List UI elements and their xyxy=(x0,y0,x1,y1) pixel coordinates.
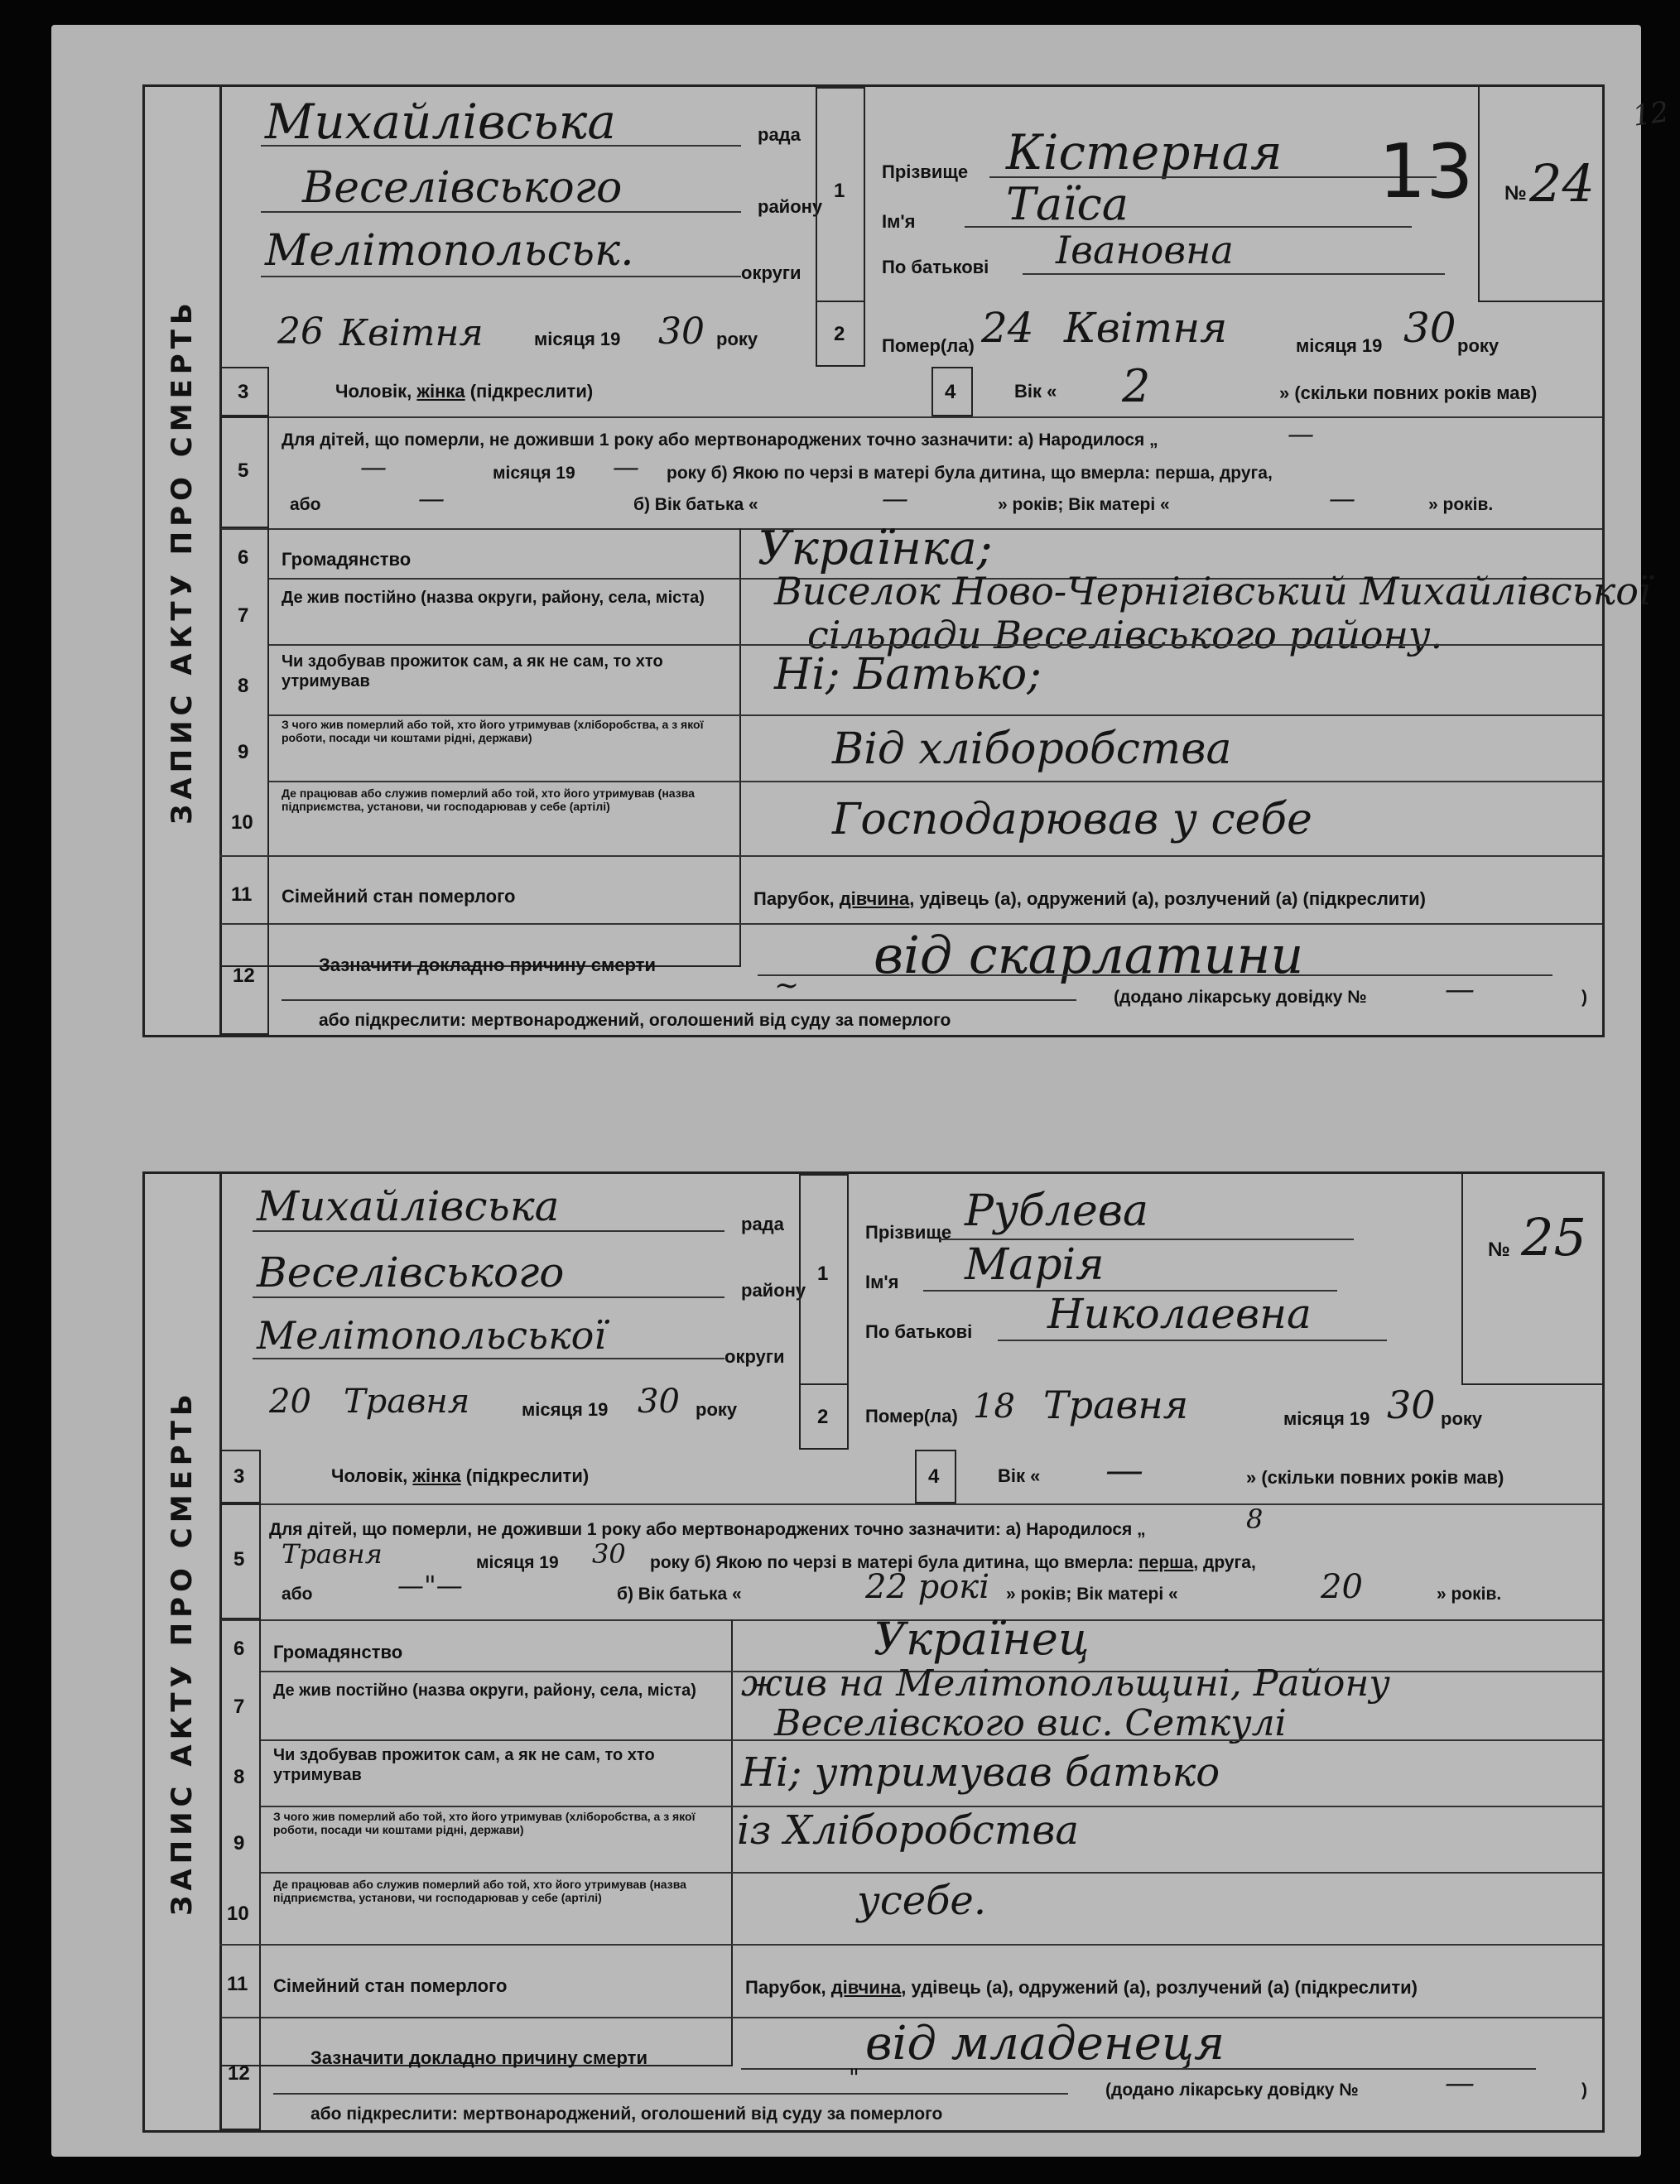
employment-value: Господарював у себе xyxy=(832,795,1312,844)
livelihood-value: Ні; Батько; xyxy=(774,650,1042,700)
child-month: Травня xyxy=(282,1538,383,1570)
row-3-number-cell: 3 xyxy=(219,367,269,416)
surname-value: Рублева xyxy=(965,1186,1149,1236)
death-month-label: місяця 19 xyxy=(1296,335,1383,356)
vertical-title: ЗАПИС АКТУ ПРО СМЕРТЬ xyxy=(145,87,222,1035)
child-order: — xyxy=(418,483,445,514)
citizenship-value: Українка; xyxy=(758,522,993,575)
mother-age: — xyxy=(1329,483,1355,514)
name-label: Ім'я xyxy=(882,211,916,232)
child-born: — xyxy=(1288,418,1314,450)
cert-number: — xyxy=(1445,973,1475,1007)
reg-month-label: місяця 19 xyxy=(522,1399,609,1420)
death-year: 30 xyxy=(1403,304,1456,352)
cause-value: від скарлатини xyxy=(874,925,1304,985)
age-value: 2 xyxy=(1122,360,1151,412)
okruha-label: округи xyxy=(741,262,801,283)
rayon-value: Веселівського xyxy=(257,1248,565,1296)
row5-line2-a: місяця 19 xyxy=(493,464,575,483)
row-5-number-cell: 5 xyxy=(219,1503,261,1619)
name-value: Таїса xyxy=(1006,178,1129,230)
cert-number: — xyxy=(1445,2066,1475,2100)
row5-line3-a: або xyxy=(282,1585,313,1604)
death-record-2: ЗАПИС АКТУ ПРО СМЕРТЬ Михайлівська рада Веселівського району Мелітопольської округи 20 Травня місяця 19 30 року 1 2 Прізвище Рублева Ім'я Марія По батькові Николаевна № 25 Помер(ла) 18 Травня місяця 19 30 року 3 Чоловік, жінка (підкреслити) 4 Вік « — » (скільки повних років мав) 5 Для дітей, що померли, не доживши 1 року або мертвонароджених точно зазначити: а) Народилося „ 8 Травня місяця 19 30 року б) Якою по черзі в матері була дитина, що вмерла: перша, друга, або —"— б) Вік батька « 22 рокі » років; Вік матері « 20 » років. 6 Громадянство Українец 7 Де жив постійно (назва округи, району, села, міста) жив на Мелітопольщині, Району Веселівского вис. Сеткулі 8 Чи здобував прожиток сам, а як не сам, то хто утримував Ні; утримував батько 9 З чого жив померлий або той, хто його утримував (хліборобства, а з якої роботи, посади чи коштами рідні, держави) із Хліборобства 10 Де працював або служив померлий або той, хто його утримував (назва підприємства, установи, чи господарював у себе (артілі) усебе. 11 Сімейний стан померлого Парубок, дівчина, удівець (а), одружений (а), розлучений (а) (підкреслити) 12 Зазначити докладно причину смерти від младенеця " (додано лікарську довідку № — ) або підкреслити: мертвонароджений, оголошений від суду за померлого xyxy=(142,1171,1605,2133)
child-year: 30 xyxy=(592,1538,626,1570)
cause-cert-label: (додано лікарську довідку № xyxy=(1114,988,1367,1007)
child-order: —"— xyxy=(397,1570,463,1601)
cause-footer: або підкреслити: мертвонароджений, оголошений від суду за померлого xyxy=(310,2105,943,2124)
residence-value-2: Веселівского вис. Сеткулі xyxy=(774,1702,1287,1744)
residence-label: Де жив постійно (назва округи, району, села, міста) xyxy=(273,1681,696,1700)
rada-value: Михайлівська xyxy=(265,94,616,150)
row-3-number-cell: 3 xyxy=(219,1450,261,1503)
death-year-label: року xyxy=(1457,335,1499,356)
row5-line3-d: » років. xyxy=(1428,495,1494,514)
death-month: Квітня xyxy=(1064,304,1228,352)
okruha-label: округи xyxy=(724,1346,785,1367)
row5-line3-b: б) Вік батька « xyxy=(617,1585,742,1604)
died-label: Помер(ла) xyxy=(865,1406,958,1426)
row-1-number-cell: 1 xyxy=(816,87,865,302)
age-suffix: » (скільки повних років мав) xyxy=(1279,382,1538,403)
rada-label: рада xyxy=(741,1214,784,1234)
livelihood-label: Чи здобував прожиток сам, а як не сам, то хто утримував xyxy=(273,1746,655,1784)
citizenship-label: Громадянство xyxy=(273,1642,403,1662)
reg-year: 30 xyxy=(658,310,705,353)
row5-line1: Для дітей, що померли, не доживши 1 року або мертвонароджених точно зазначити: а) Народилося „ xyxy=(282,431,1158,450)
cause-cert-label: (додано лікарську довідку № xyxy=(1105,2081,1359,2100)
residence-label: Де жив постійно (назва округи, району, села, міста) xyxy=(282,589,705,607)
reg-day: 20 xyxy=(269,1383,311,1421)
document-sheet xyxy=(51,25,1671,2157)
employment-label: Де працював або служив померлий або той, хто його утримував (назва підприємства, установи, чи господарював у себе (артілі) xyxy=(273,1878,686,1904)
child-born: 8 xyxy=(1246,1503,1264,1535)
name-value: Марія xyxy=(965,1240,1105,1290)
death-year: 30 xyxy=(1387,1383,1436,1427)
reg-year-label: року xyxy=(716,329,758,349)
age-prefix: Вік « xyxy=(1014,381,1057,402)
employment-value: усебе. xyxy=(857,1878,987,1924)
okruha-value: Мелітопольської xyxy=(257,1313,606,1358)
cause-dash: ~ xyxy=(774,969,800,1003)
row5-line3-d: » років. xyxy=(1437,1585,1502,1604)
sex-label: Чоловік, жінка (підкреслити) xyxy=(331,1465,590,1486)
patronymic-value: Николаевна xyxy=(1047,1290,1312,1338)
source-value: Від хліборобства xyxy=(832,724,1232,774)
died-label: Помер(ла) xyxy=(882,335,975,356)
row5-line3-a: або xyxy=(290,495,321,514)
death-month: Травня xyxy=(1043,1383,1189,1427)
employment-label: Де працював або служив померлий або той, хто його утримував (назва підприємства, установи, чи господарював у себе (артілі) xyxy=(282,787,695,813)
surname-label: Прізвище xyxy=(882,161,969,182)
row5-line3-b: б) Вік батька « xyxy=(633,495,758,514)
row-2-number-cell: 2 xyxy=(816,301,865,367)
patronymic-label: По батькові xyxy=(882,257,989,277)
rayon-value: Веселівського xyxy=(302,163,623,213)
father-age: 22 рокі xyxy=(865,1568,989,1606)
marital-options: Парубок, дівчина, удівець (а), одружений (а), розлучений (а) (підкреслити) xyxy=(745,1977,1418,1998)
reg-day: 26 xyxy=(277,310,324,353)
death-record-1: ЗАПИС АКТУ ПРО СМЕРТЬ Михайлівська рада Веселівського району Мелітопольськ. округи 26 Квітня місяця 19 30 року 1 2 Прізвище Кістерная Ім'я Таїса По батькові Івановна 13 № 24 Помер(ла) 24 Квітня місяця 19 30 року 3 Чоловік, жінка (підкреслити) 4 Вік « 2 » (скільки повних років мав) 5 Для дітей, що померли, не доживши 1 року або мертвонароджених точно зазначити: а) Народилося „ — — місяця 19 — року б) Якою по черзі в матері була дитина, що вмерла: перша, друга, або — б) Вік батька « — » років; Вік матері « — » років. 6 Громадянство Українка; 7 Де жив постійно (назва округи, району, села, міста) Виселок Ново-Чернігівський Михайлівської сільради Веселівського району. 8 Чи здобував прожиток сам, а як не сам, то хто утримував Ні; Батько; 9 З чого жив померлий або той, хто його утримував (хліборобства, а з якої роботи, посади чи коштами рідні, держави) Від хліборобства 10 Де працював або служив померлий або той, хто його утримував (назва підприємства, установи, чи господарював у себе (артілі) Господарював у себе 11 Сімейний стан померлого Парубок, дівчина, удівець (а), одружений (а), розлучений (а) (підкреслити) 12 Зазначити докладно причину смерти від скарлатини ~ (додано лікарську довідку № — ) або підкреслити: мертвонароджений, оголошений від суду за померлого xyxy=(142,84,1605,1037)
father-age: — xyxy=(882,483,908,514)
source-value: із Хліборобства xyxy=(737,1807,1079,1854)
livelihood-value: Ні; утримував батько xyxy=(741,1749,1220,1796)
row5-line2-a: місяця 19 xyxy=(476,1553,559,1572)
reg-month-label: місяця 19 xyxy=(534,329,621,349)
reg-month: Травня xyxy=(344,1383,470,1421)
age-value: — xyxy=(1105,1447,1143,1492)
child-month: — xyxy=(360,451,387,483)
page-number: 12 xyxy=(1630,95,1671,133)
okruha-value: Мелітопольськ. xyxy=(265,226,634,276)
row-4-number-cell: 4 xyxy=(915,1450,956,1503)
name-label: Ім'я xyxy=(865,1272,899,1292)
row-4-number-cell: 4 xyxy=(931,367,973,416)
livelihood-label: Чи здобував прожиток сам, а як не сам, то хто утримував xyxy=(282,652,663,690)
record-number-cell: № 24 xyxy=(1478,87,1602,302)
mother-age: 20 xyxy=(1321,1568,1363,1606)
rada-label: рада xyxy=(758,124,801,145)
cause-value: від младенеця xyxy=(865,2017,1225,2071)
row-1-number-cell: 1 xyxy=(799,1174,849,1385)
vertical-title: ЗАПИС АКТУ ПРО СМЕРТЬ xyxy=(145,1174,222,2130)
age-prefix: Вік « xyxy=(998,1465,1041,1486)
rayon-label: району xyxy=(758,196,823,217)
record-number: 24 xyxy=(1529,153,1595,214)
source-label: З чого жив померлий або той, хто його утримував (хліборобства, а з якої роботи, посади чи коштами рідні, держави) xyxy=(273,1810,696,1836)
marital-label: Сімейний стан померлого xyxy=(282,886,516,907)
reg-year: 30 xyxy=(638,1383,680,1421)
patronymic-value: Івановна xyxy=(1056,228,1234,272)
death-day: 24 xyxy=(981,304,1034,352)
rada-value: Михайлівська xyxy=(257,1182,560,1230)
residence-value-1: жив на Мелітопольщині, Району xyxy=(741,1662,1390,1705)
cause-footer: або підкреслити: мертвонароджений, оголошений від суду за померлого xyxy=(319,1011,951,1030)
surname-value: Кістерная xyxy=(1006,124,1283,180)
row5-line2-b: року б) Якою по черзі в матері була дитина, що вмерла: перша, друга, xyxy=(650,1553,1256,1572)
death-day: 18 xyxy=(973,1388,1015,1426)
marital-options: Парубок, дівчина, удівець (а), одружений (а), розлучений (а) (підкреслити) xyxy=(753,888,1426,909)
row5-line3-c: » років; Вік матері « xyxy=(998,495,1170,514)
row5-line2-b: року б) Якою по черзі в матері була дитина, що вмерла: перша, друга, xyxy=(667,464,1273,483)
record-number-cell: № 25 xyxy=(1461,1174,1602,1385)
age-suffix: » (скільки повних років мав) xyxy=(1246,1467,1504,1488)
reg-month: Квітня xyxy=(339,312,484,354)
citizenship-label: Громадянство xyxy=(282,549,412,570)
marital-label: Сімейний стан померлого xyxy=(273,1975,508,1996)
row-2-number-cell: 2 xyxy=(799,1383,849,1450)
residence-value-1: Виселок Ново-Чернігівський Михайлівської xyxy=(774,569,1651,613)
death-year-label: року xyxy=(1441,1408,1483,1429)
residence-value-2: сільради Веселівського району. xyxy=(807,613,1443,657)
source-label: З чого жив померлий або той, хто його утримував (хліборобства, а з якої роботи, посади чи коштами рідні, держави) xyxy=(282,718,704,744)
cause-dash: " xyxy=(849,2064,859,2091)
surname-label: Прізвище xyxy=(865,1222,952,1243)
record-number: 25 xyxy=(1521,1207,1586,1268)
death-month-label: місяця 19 xyxy=(1283,1408,1370,1429)
cause-label: Зазначити докладно причину смерти xyxy=(310,2047,647,2068)
rayon-label: району xyxy=(741,1280,806,1301)
citizenship-value: Українец xyxy=(874,1613,1090,1665)
row-5-number-cell: 5 xyxy=(219,416,269,528)
cause-label: Зазначити докладно причину смерти xyxy=(319,955,656,975)
child-year: — xyxy=(613,451,639,483)
reg-year-label: року xyxy=(696,1399,738,1420)
row5-line3-c: » років; Вік матері « xyxy=(1006,1585,1178,1604)
sex-label: Чоловік, жінка (підкреслити) xyxy=(335,381,594,402)
row5-line1: Для дітей, що померли, не доживши 1 року або мертвонароджених точно зазначити: а) Народилося „ xyxy=(269,1520,1146,1539)
patronymic-label: По батькові xyxy=(865,1321,973,1342)
margin-mark: 13 xyxy=(1379,128,1474,215)
